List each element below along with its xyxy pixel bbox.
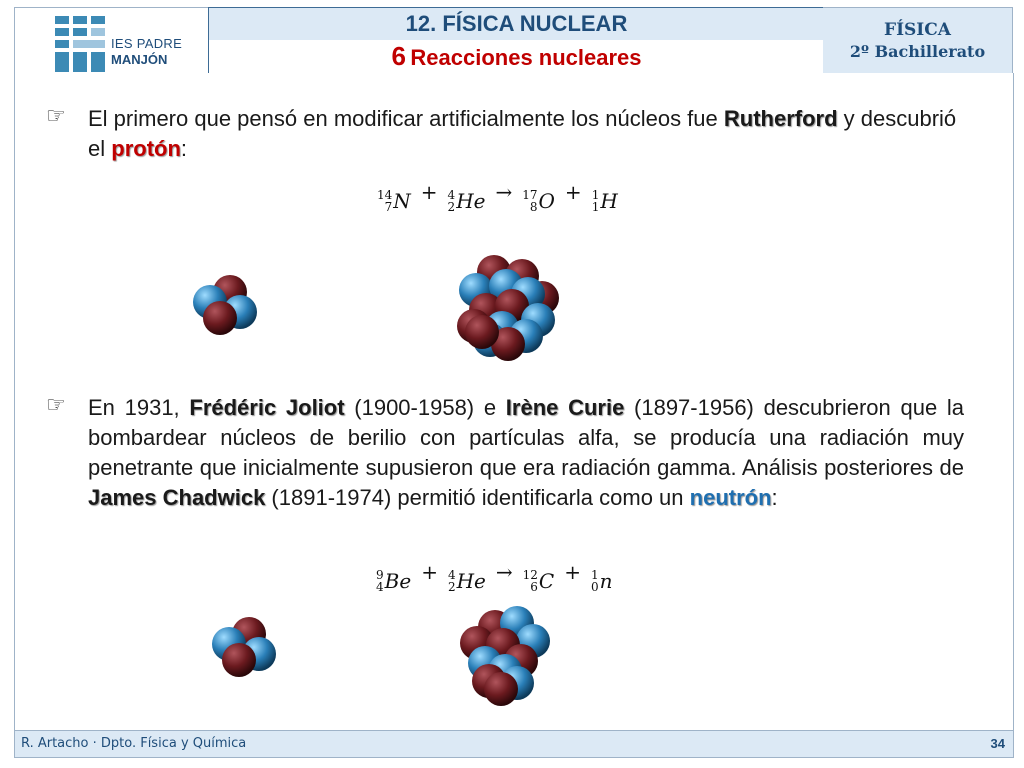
equation-neutron-discovery (374, 560, 615, 593)
nuclide-neutron (591, 569, 613, 593)
p2-text-d: (1891-1974) permitió identificarla como un (265, 485, 690, 510)
unit-title: 12. FÍSICA NUCLEAR (405, 11, 628, 36)
section-title: Reacciones nucleares (410, 45, 642, 70)
plus-sign: + (564, 560, 581, 584)
element-symbol: Be (384, 569, 412, 593)
mass-number: 12 (522, 568, 538, 582)
nuclide-carbon (523, 569, 555, 593)
atomic-number: 2 (447, 580, 456, 594)
section-number: 6 (391, 41, 406, 71)
subject-label: FÍSICA (884, 20, 951, 40)
element-symbol: He (456, 569, 486, 593)
footer-bar (14, 730, 1014, 758)
plus-sign: + (420, 180, 438, 204)
beryllium-nucleus-illustration (455, 605, 555, 700)
reaction-arrow: → (495, 560, 513, 584)
name-rutherford: Rutherford (723, 106, 838, 131)
p2-text-b: (1900-1958) e (344, 395, 506, 420)
p1-text-b: y descubrió el (88, 106, 957, 161)
p2-text-c: (1897-1956) descubrieron que la bombardear núcleos de berilio con partículas alfa, se producía una radiación muy penetrante que inicialmente supusieron que era radiación gamma. Análisis posteriores de (88, 395, 965, 480)
equation-proton-discovery (375, 180, 620, 213)
section-title-box (208, 40, 825, 74)
term-proton: protón (111, 136, 181, 161)
name-joliot: Frédéric Joliot (189, 395, 345, 420)
proton-sphere (222, 643, 256, 677)
subject-box (823, 7, 1013, 75)
pointing-hand-icon: ☞ (46, 104, 66, 129)
atomic-number: 6 (530, 580, 538, 594)
element-symbol: N (393, 189, 411, 213)
p1-text-c: : (180, 136, 188, 161)
name-curie: Irène Curie (505, 395, 625, 420)
nitrogen-nucleus-illustration (446, 250, 566, 365)
name-chadwick: James Chadwick (88, 485, 266, 510)
proton-sphere (484, 672, 518, 706)
mass-number: 9 (376, 568, 384, 582)
plus-sign: + (564, 180, 582, 204)
helium-nucleus-illustration (186, 270, 266, 342)
plus-sign: + (421, 560, 438, 584)
proton-sphere (465, 315, 499, 349)
atomic-number: 7 (384, 200, 393, 214)
atomic-number: 1 (591, 200, 600, 214)
paragraph-rutherford (88, 104, 968, 164)
footer-author: R. Artacho · Dpto. Física y Química (21, 736, 247, 751)
mass-number: 17 (522, 188, 538, 202)
mass-number: 4 (447, 188, 456, 202)
page-number: 34 (990, 736, 1005, 751)
p1-text-a: El primero que pensó en modificar artificialmente los núcleos fue (88, 106, 724, 131)
logo-text-line1: IES PADRE (111, 36, 183, 51)
paragraph-joliot-curie (88, 393, 964, 513)
pointing-hand-icon: ☞ (46, 393, 66, 418)
atomic-number: 4 (376, 580, 384, 594)
element-symbol: O (538, 189, 555, 213)
p2-text-e: : (771, 485, 778, 510)
logo-text-line2: MANJÓN (111, 52, 168, 67)
nuclide-helium (448, 569, 486, 593)
p2-text-a: En 1931, (88, 395, 190, 420)
unit-title-box (208, 7, 825, 41)
reaction-arrow: → (495, 180, 513, 204)
term-neutron: neutrón (689, 485, 772, 510)
proton-sphere (203, 301, 237, 335)
element-symbol: He (456, 189, 486, 213)
element-symbol: H (600, 189, 618, 213)
element-symbol: n (599, 569, 613, 593)
nuclide-helium (448, 189, 486, 213)
element-symbol: C (538, 569, 555, 593)
nuclide-beryllium (376, 569, 411, 593)
mass-number: 14 (377, 188, 393, 202)
mass-number: 4 (447, 568, 456, 582)
mass-number: 1 (591, 568, 599, 582)
atomic-number: 2 (447, 200, 456, 214)
atomic-number: 8 (529, 200, 538, 214)
nuclide-oxygen (522, 189, 555, 213)
helium-nucleus-illustration (205, 612, 285, 684)
nuclide-nitrogen (377, 189, 411, 213)
school-logo (14, 7, 209, 75)
nuclide-hydrogen (592, 189, 618, 213)
atomic-number: 0 (591, 580, 599, 594)
course-label: 2º Bachillerato (849, 42, 986, 61)
mass-number: 1 (591, 188, 600, 202)
